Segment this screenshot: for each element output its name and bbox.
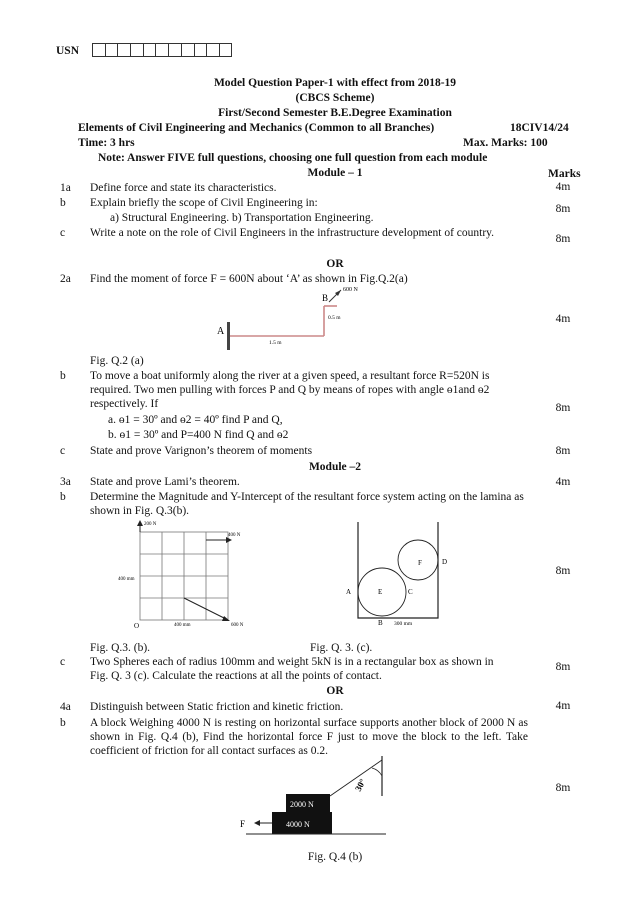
q2b-subpart-b: b. ɵ1 = 30º and P=400 N find Q and ɵ2: [108, 429, 289, 441]
header-title: Model Question Paper-1 with effect from 2018-19: [213, 77, 457, 89]
fig-q2a-label-b: B: [322, 293, 329, 303]
q4a-number: 4a: [60, 701, 71, 713]
q1b-marks: 8m: [555, 203, 571, 215]
module-2-heading: Module –2: [308, 461, 362, 473]
fig-q3b-force-600: 600 N: [231, 623, 244, 628]
q1a-text: Define force and state its characteristics.: [90, 182, 277, 194]
fig-q3c-dim: 300 mm: [394, 621, 413, 627]
q3c-marks: 8m: [555, 661, 571, 673]
q2c-marks: 8m: [555, 445, 571, 457]
q2a-text: Find the moment of force F = 600N about ‘A’ as shown in Fig.Q.2(a): [90, 273, 408, 285]
q3b-text: Determine the Magnitude and Y-Intercept of the resultant force system acting on the lamina as shown in Fig. Q.3(b).: [90, 491, 524, 517]
fig-q2a-label-a: A: [217, 326, 225, 337]
q3a-marks: 4m: [555, 476, 571, 488]
q2c-number: c: [60, 445, 66, 457]
q1c-number: c: [60, 227, 66, 239]
fig-q3b-origin: O: [134, 622, 140, 630]
fig-q3c-label-e: E: [378, 588, 383, 596]
q1b-number: b: [60, 197, 66, 209]
header-code: 18CIV14/24: [510, 122, 569, 134]
q2b-text: To move a boat uniformly along the river at a given speed, a resultant force R=520N is required. Two men pulling with forces P and Q by means of ropes with angle ɵ1and ɵ2 respectively. If: [90, 370, 490, 410]
fig-q4b-diagram: [236, 754, 396, 844]
q1c-marks: 8m: [555, 233, 571, 245]
q2c-text: State and prove Varignon’s theorem of moments: [90, 445, 313, 457]
q3a-number: 3a: [60, 476, 71, 488]
usn-box: [92, 43, 232, 57]
fig-q4b-angle: 30°: [352, 777, 368, 793]
or-divider-2: OR: [326, 685, 344, 697]
q3c-number: c: [60, 656, 66, 668]
fig-q3b-dim-x: 400 mm: [174, 623, 191, 628]
q3b-marks: 8m: [555, 565, 571, 577]
usn-label: USN: [56, 45, 80, 57]
fig-q4b-bottom-block: 4000 N: [286, 820, 310, 829]
fig-q2a-force: 600 N: [343, 287, 358, 293]
q2b-subpart-a: a. ɵ1 = 30º and ɵ2 = 40º find P and Q,: [108, 414, 283, 426]
fig-q4b-force: F: [240, 819, 246, 829]
q4a-text: Distinguish between Static friction and kinetic friction.: [90, 701, 344, 713]
header-scheme: (CBCS Scheme): [295, 92, 375, 104]
fig-q3c-label-b: B: [378, 619, 383, 627]
header-max-marks: Max. Marks: 100: [463, 137, 548, 149]
q1b-text: Explain briefly the scope of Civil Engineering in:: [90, 197, 318, 209]
fig-q3b-caption: Fig. Q.3. (b).: [90, 642, 151, 654]
fig-q3b-force-200: 200 N: [144, 522, 157, 527]
q4b-marks: 8m: [555, 782, 571, 794]
header-exam: First/Second Semester B.E.Degree Examination: [218, 107, 452, 119]
q3c-text: Two Spheres each of radius 100mm and weight 5kN is in a rectangular box as shown in Fig. Q. 3 (c). Calculate the reactions at all the points of contact.: [90, 656, 494, 682]
fig-q3c-label-c: C: [408, 588, 413, 596]
fig-q3c-label-f: F: [418, 559, 422, 567]
header-subject: Elements of Civil Engineering and Mechanics (Common to all Branches): [78, 122, 435, 134]
q4a-marks: 4m: [555, 700, 571, 712]
q1a-marks: 4m: [555, 181, 571, 193]
q3a-text: State and prove Lami’s theorem.: [90, 476, 240, 488]
q2a-marks: 4m: [555, 313, 571, 325]
q1b-subparts: a) Structural Engineering. b) Transportation Engineering.: [110, 212, 374, 224]
marks-heading: Marks: [548, 168, 581, 180]
fig-q2a-diagram: [205, 282, 375, 354]
fig-q2a-dim-h: 1.5 m: [269, 340, 282, 346]
fig-q3b-diagram: [118, 518, 248, 630]
module-1-heading: Module – 1: [307, 167, 363, 179]
q1a-number: 1a: [60, 182, 71, 194]
fig-q3b-dim-y: 400 mm: [118, 577, 135, 582]
fig-q3c-caption: Fig. Q. 3. (c).: [310, 642, 373, 654]
fig-q3c-label-d: D: [442, 558, 448, 566]
header-time: Time: 3 hrs: [78, 137, 135, 149]
fig-q3c-label-a: A: [346, 588, 352, 596]
fig-q4b-top-block: 2000 N: [290, 800, 314, 809]
q2b-marks: 8m: [555, 402, 571, 414]
or-divider-1: OR: [326, 258, 344, 270]
q4b-text: A block Weighing 4000 N is resting on horizontal surface supports another block of 2000 N as shown in Fig. Q.4 (b), Find the horizontal force F just to move the block to the left. Take coefficient of friction for all contact surfaces as 0.2.: [90, 717, 528, 757]
q2b-number: b: [60, 370, 66, 382]
q3b-number: b: [60, 491, 66, 503]
fig-q2a-dim-v: 0.5 m: [328, 315, 341, 321]
fig-q2a-caption: Fig. Q.2 (a): [90, 355, 144, 367]
header-note: Note: Answer FIVE full questions, choosing one full question from each module: [98, 152, 488, 164]
q4b-number: b: [60, 717, 66, 729]
fig-q3b-force-400: 400 N: [228, 533, 241, 538]
fig-q3c-diagram: [338, 518, 458, 628]
fig-q4b-caption: Fig. Q.4 (b): [307, 851, 363, 863]
q2a-number: 2a: [60, 273, 71, 285]
q1c-text: Write a note on the role of Civil Engineers in the infrastructure development of country.: [90, 227, 495, 239]
